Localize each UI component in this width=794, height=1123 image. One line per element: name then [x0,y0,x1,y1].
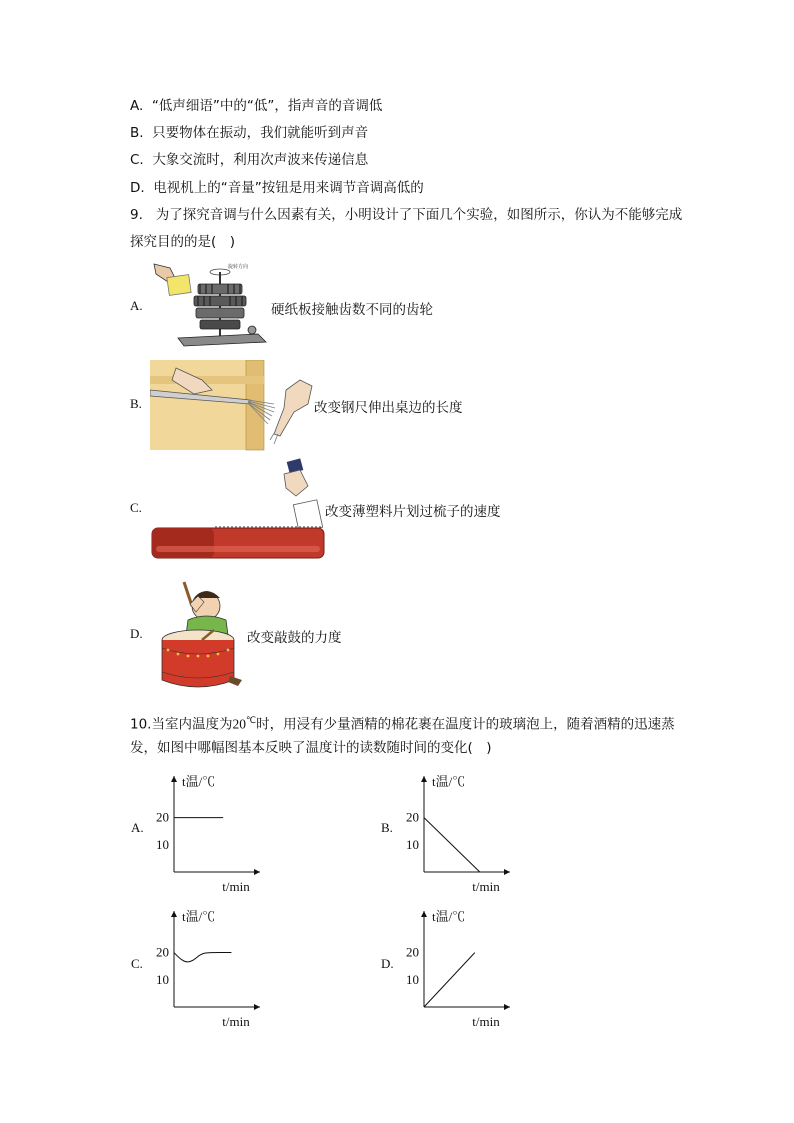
q9-drum-picture [154,576,244,696]
q10-option-b-letter: B. [381,820,393,835]
q9-option-c-letter: C. [130,500,142,515]
q9-option-d-letter: D. [130,626,143,641]
q9-number: 9. [130,207,143,223]
q10-stem-temp: 20 [232,716,246,732]
q10-option-a-letter: A. [131,820,144,835]
y-axis-label: t温/℃ [182,774,216,789]
y-axis-arrow-icon [421,911,427,917]
q8-option-a-text: “低声细语”中的“低”，指声音的音调低 [151,98,383,114]
q8-option-b-text: 只要物体在振动，我们就能听到声音 [152,125,369,141]
temperature-curve [174,953,231,962]
y-axis-arrow-icon [421,776,427,782]
q9-comb-picture [150,458,328,562]
q10-stem-text-1b: 时，用浸有少量酒精的棉花裹在温度计的玻璃泡上，随着酒精的迅速蒸 [256,716,675,733]
q9-stem-text-1: 为了探究音调与什么因素有关，小明设计了下面几个实验，如图所示，你认为不能够完成 [155,207,683,223]
q8-option-d [130,179,424,197]
x-axis-label: t/min [472,879,500,894]
q9-option-c-caption: 改变薄塑料片划过梳子的速度 [325,504,501,520]
q10-option-d-letter: D. [381,956,394,971]
y-axis-label: t温/℃ [182,909,216,924]
q8-option-d-text: 电视机上的“音量”按钮是用来调节音调高低的 [153,180,424,196]
y-tick-label: 20 [406,809,419,825]
q8-option-b [130,124,368,142]
q9-option-b-caption: 改变钢尺伸出桌边的长度 [314,400,463,416]
q10-stem-line1 [130,712,675,734]
q9-stem-line1 [130,206,682,224]
x-axis-arrow-icon [254,869,260,875]
y-tick-label: 10 [156,836,169,852]
y-axis-arrow-icon [171,776,177,782]
q9-option-d-caption: 改变敲鼓的力度 [247,630,342,646]
q9-ruler-table-picture [150,360,314,452]
x-axis-label: t/min [472,1014,500,1029]
y-tick-label: 20 [406,944,419,960]
q10-stem-text-1a: 当室内温度为 [151,716,233,733]
q10-graph-d [398,897,526,1031]
q8-option-c-text: 大象交流时，利用次声波来传递信息 [152,152,369,168]
q9-stem-line2: 探究目的的是( ) [130,234,236,250]
q10-option-c-letter: C. [131,956,143,971]
q8-option-a [130,97,382,115]
q10-stem-line2: 发，如图中哪幅图基本反映了温度计的读数随时间的变化( ) [130,740,492,756]
y-tick-label: 20 [156,809,169,825]
y-axis-label: t温/℃ [432,774,466,789]
x-axis-label: t/min [222,1014,250,1029]
q8-option-c-letter: C. [130,152,144,168]
q10-stem-degree: ℃ [245,716,257,726]
q9-option-b-letter: B. [130,396,142,411]
q8-option-d-letter: D. [130,180,145,196]
y-axis-arrow-icon [171,911,177,917]
temperature-line [424,953,475,1007]
q8-option-b-letter: B. [130,125,144,141]
y-axis-label: t温/℃ [432,909,466,924]
x-axis-arrow-icon [254,1004,260,1010]
q10-graph-c [148,897,276,1031]
y-tick-label: 10 [406,971,419,987]
x-axis-arrow-icon [504,869,510,875]
y-tick-label: 10 [156,971,169,987]
x-axis-label: t/min [222,879,250,894]
x-axis-arrow-icon [504,1004,510,1010]
q9-option-a-letter: A. [130,298,143,313]
rotation-direction-label: 旋转方向 [228,264,249,270]
q10-graph-b [398,762,526,896]
y-tick-label: 10 [406,836,419,852]
y-tick-label: 20 [156,944,169,960]
q8-option-c [130,151,368,169]
q9-option-a-caption: 硬纸板接触齿数不同的齿轮 [271,302,433,318]
q9-gear-picture [148,258,270,348]
temperature-line [424,818,480,872]
q8-option-a-letter: A. [130,98,144,114]
q10-graph-a [148,762,276,896]
q10-number: 10. [130,716,152,733]
